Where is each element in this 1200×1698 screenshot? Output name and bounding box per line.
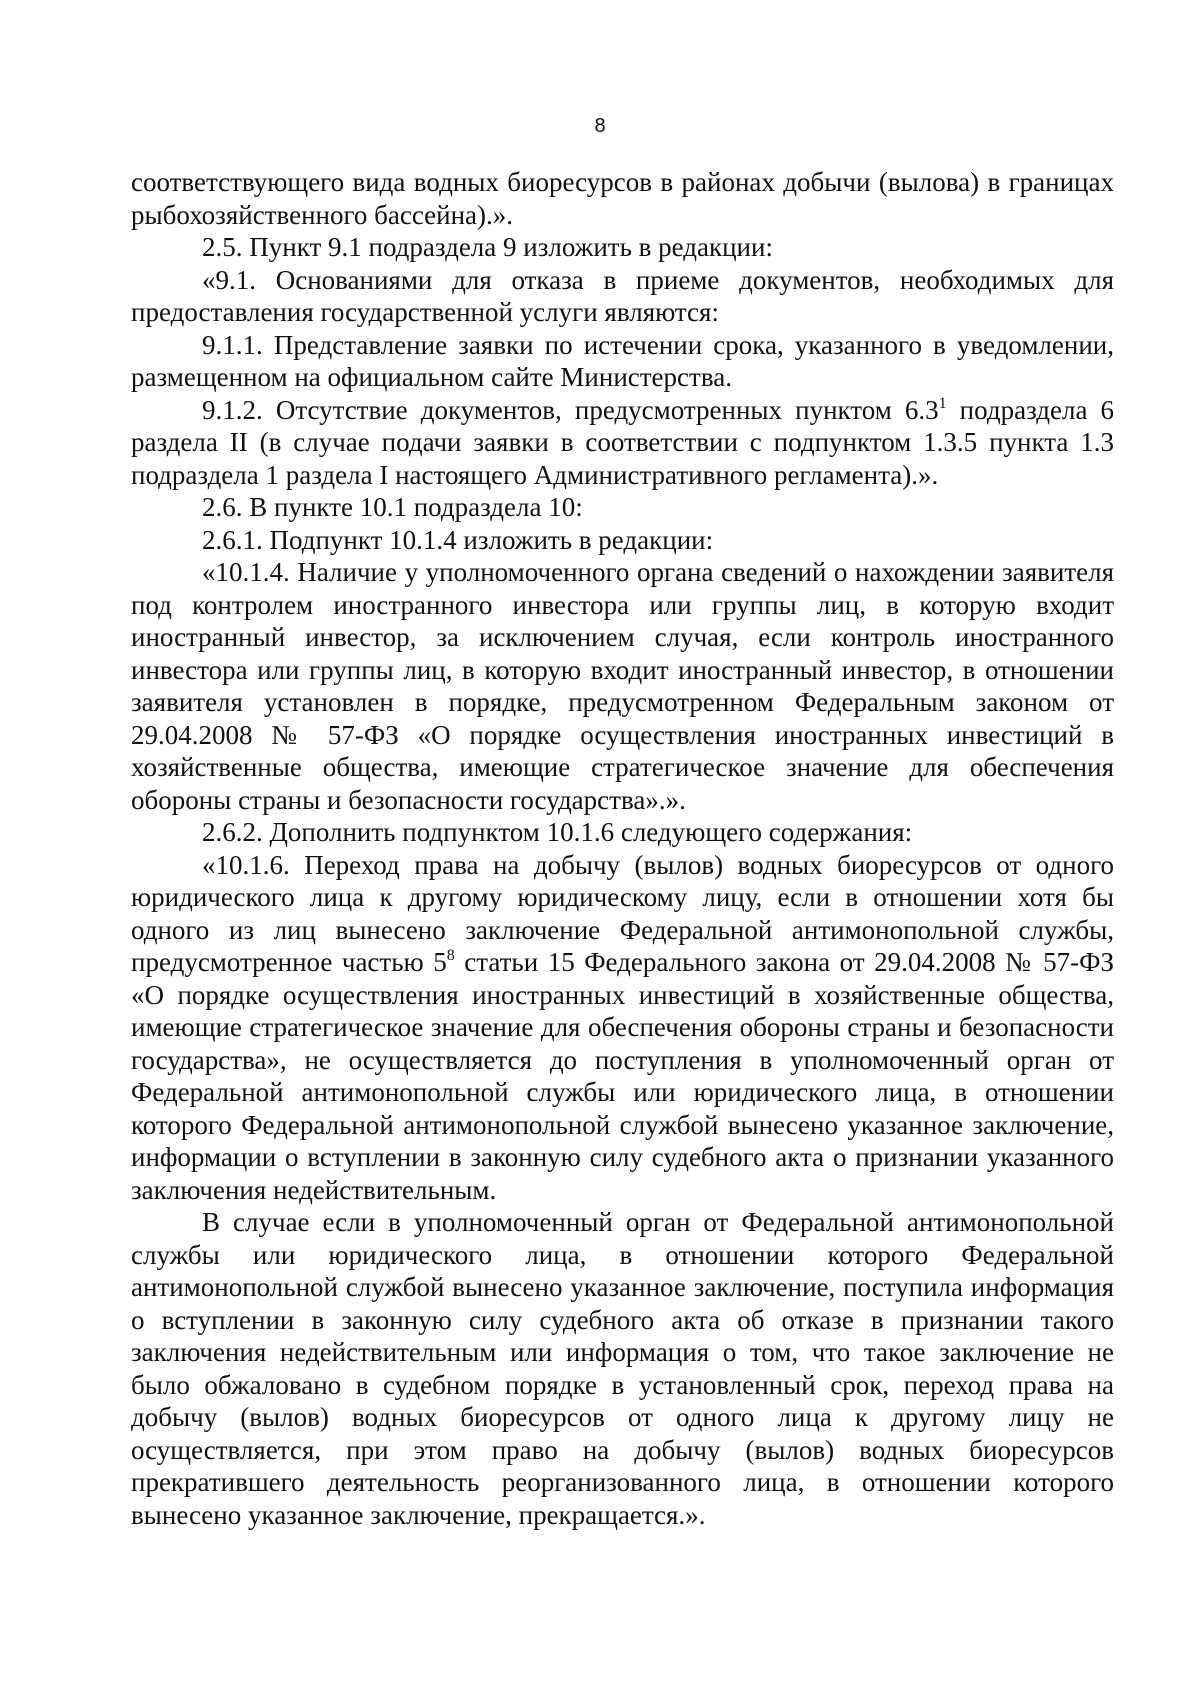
- superscript-1: 1: [938, 394, 947, 412]
- paragraph-9-1-1: 9.1.1. Представление заявки по истечении срока, указанного в уведомлении, размещенном на официальном сайте Министерства.: [131, 329, 1114, 392]
- paragraph-2-6: 2.6. В пункте 10.1 подраздела 10:: [202, 492, 583, 522]
- paragraph-9-1: «9.1. Основаниями для отказа в приеме документов, необходимых для предоставления государственной услуги являются:: [131, 264, 1114, 327]
- superscript-8: 8: [446, 947, 455, 964]
- page-number: 8: [594, 115, 606, 137]
- document-body: [131, 166, 1114, 1531]
- paragraph-10-1-4: «10.1.4. Наличие у уполномоченного органа сведений о нахождении заявителя под контролем иностранного инвестора или группы лиц, в которую входит иностранный инвестор, за исключением случая, если контроль иностранного инвестора или группы лиц, в которую входит иностранный инвестор, в отношении заявителя установлен в порядке, предусмотренном Федеральным законом от 29.04.2008 № 57-ФЗ «О порядке осуществления иностранных инвестиций в хозяйственные общества, имеющие стратегическое значение для обеспечения обороны страны и безопасности государства».».: [131, 557, 1114, 815]
- paragraph-final: В случае если в уполномоченный орган от Федеральной антимонопольной службы или юридического лица, в отношении которого Федеральной антимонопольной службой вынесено указанное заключение, поступила информация о вступлении в законную силу судебного акта об отказе в признании такого заключения недействительным или информация о том, что такое заключение не было обжаловано в судебном порядке в установленный срок, переход права на добычу (вылов) водных биоресурсов от одного лица к другому лицу не осуществляется, при этом право на добычу (вылов) водных биоресурсов прекратившего деятельность реорганизованного лица, в отношении которого вынесено указанное заключение, прекращается.».: [131, 1207, 1114, 1530]
- paragraph-10-1-6-text-start: «10.1.6. Переход права на добычу (вылов) водных биоресурсов от одного юридического лица к другому юридическому лицу, если в отношении хотя бы одного из лиц вынесено заключение Федеральной антимонопольной службы, предусмотренное частью 5: [131, 849, 1114, 977]
- paragraph-continuation: соответствующего вида водных биоресурсов в районах добычи (вылова) в границах рыбохозяйственного бассейна).».: [131, 167, 1114, 230]
- paragraph-10-1-6: [131, 849, 1114, 1207]
- paragraph-2-6-1: 2.6.1. Подпункт 10.1.4 изложить в редакции:: [202, 524, 714, 555]
- paragraph-9-1-2: [131, 394, 1114, 492]
- paragraph-9-1-2-text-start: 9.1.2. Отсутствие документов, предусмотренных пунктом 6.3: [202, 394, 939, 425]
- paragraph-2-5: 2.5. Пункт 9.1 подраздела 9 изложить в редакции:: [202, 232, 773, 262]
- paragraph-9-1-2-text-end: подраздела 6 раздела II (в случае подачи заявки в соответствии с подпунктом 1.3.5 пункта 1.3 подраздела 1 раздела I настоящего Административного регламента).».: [131, 394, 1114, 490]
- paragraph-10-1-6-text-end: статьи 15 Федерального закона от 29.04.2008 № 57-ФЗ «О порядке осуществления иностранных инвестиций в хозяйственные общества, имеющие стратегическое значение для обеспечения обороны страны и безопасности государства», не осуществляется до поступления в уполномоченный орган от Федеральной антимонопольной службы или юридического лица, в отношении которого Федеральной антимонопольной службой вынесено указанное заключение, информации о вступлении в законную силу судебного акта о признании указанного заключения недействительным.: [131, 947, 1114, 1205]
- paragraph-2-6-2: 2.6.2. Дополнить подпунктом 10.1.6 следующего содержания:: [202, 817, 913, 847]
